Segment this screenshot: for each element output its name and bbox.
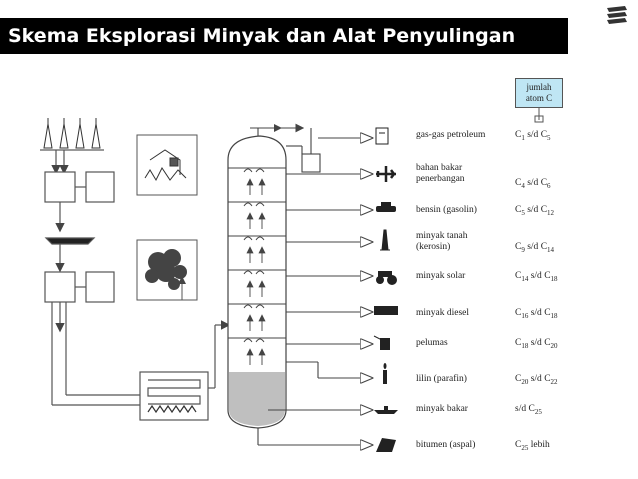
- carbon-range: $C_5$ s/d $C_{12}$: [515, 205, 555, 217]
- product-label: bensin (gasolin): [416, 205, 477, 215]
- carbon-range: $C_4$ s/d $C_6$: [515, 178, 551, 190]
- carbon-range: $C_{20}$ s/d $C_{22}$: [515, 374, 558, 386]
- tanker-ship-icon: [46, 238, 94, 244]
- airplane-icon: [376, 166, 396, 182]
- carbon-range: $C_1$ s/d $C_5$: [515, 130, 551, 142]
- page-title: Skema Eksplorasi Minyak dan Alat Penyulingan: [0, 18, 568, 54]
- oil-can-icon: [374, 336, 390, 350]
- train-icon: [374, 306, 398, 315]
- tractor-icon: [376, 271, 397, 285]
- carbon-range: $C_{14}$ s/d $C_{18}$: [515, 271, 558, 283]
- oil-derricks-icon: [40, 118, 104, 150]
- car-icon: [376, 202, 396, 212]
- furnace-heater: [140, 325, 228, 420]
- carbon-range: $C_{25}$ lebih: [515, 440, 550, 452]
- candle-icon: [383, 363, 387, 384]
- product-label: lilin (parafin): [416, 374, 467, 384]
- carbon-range: s/d $C_{25}$: [515, 404, 542, 416]
- product-label: minyak tanah (kerosin): [416, 231, 468, 252]
- product-label: minyak diesel: [416, 308, 470, 318]
- product-label: minyak solar: [416, 271, 466, 281]
- carbon-range: $C_9$ s/d $C_{14}$: [515, 242, 555, 254]
- drilling-rig-picture: [137, 135, 197, 195]
- product-label: bitumen (aspal): [416, 440, 476, 450]
- carbon-range: $C_{16}$ s/d $C_{18}$: [515, 308, 558, 320]
- fractionating-column: [228, 128, 320, 428]
- carbon-range: $C_{18}$ s/d $C_{20}$: [515, 338, 558, 350]
- product-label: gas-gas petroleum: [416, 130, 486, 140]
- ship-icon: [374, 406, 398, 414]
- product-label: minyak bakar: [416, 404, 468, 414]
- gas-cylinder-icon: [376, 128, 388, 144]
- lamp-icon: [380, 230, 390, 250]
- product-label: pelumas: [416, 338, 448, 348]
- product-label: bahan bakar penerbangan: [416, 163, 465, 184]
- road-icon: [376, 438, 396, 452]
- carbon-atom-header: jumlah atom C: [515, 78, 563, 108]
- pipeline: [45, 150, 140, 405]
